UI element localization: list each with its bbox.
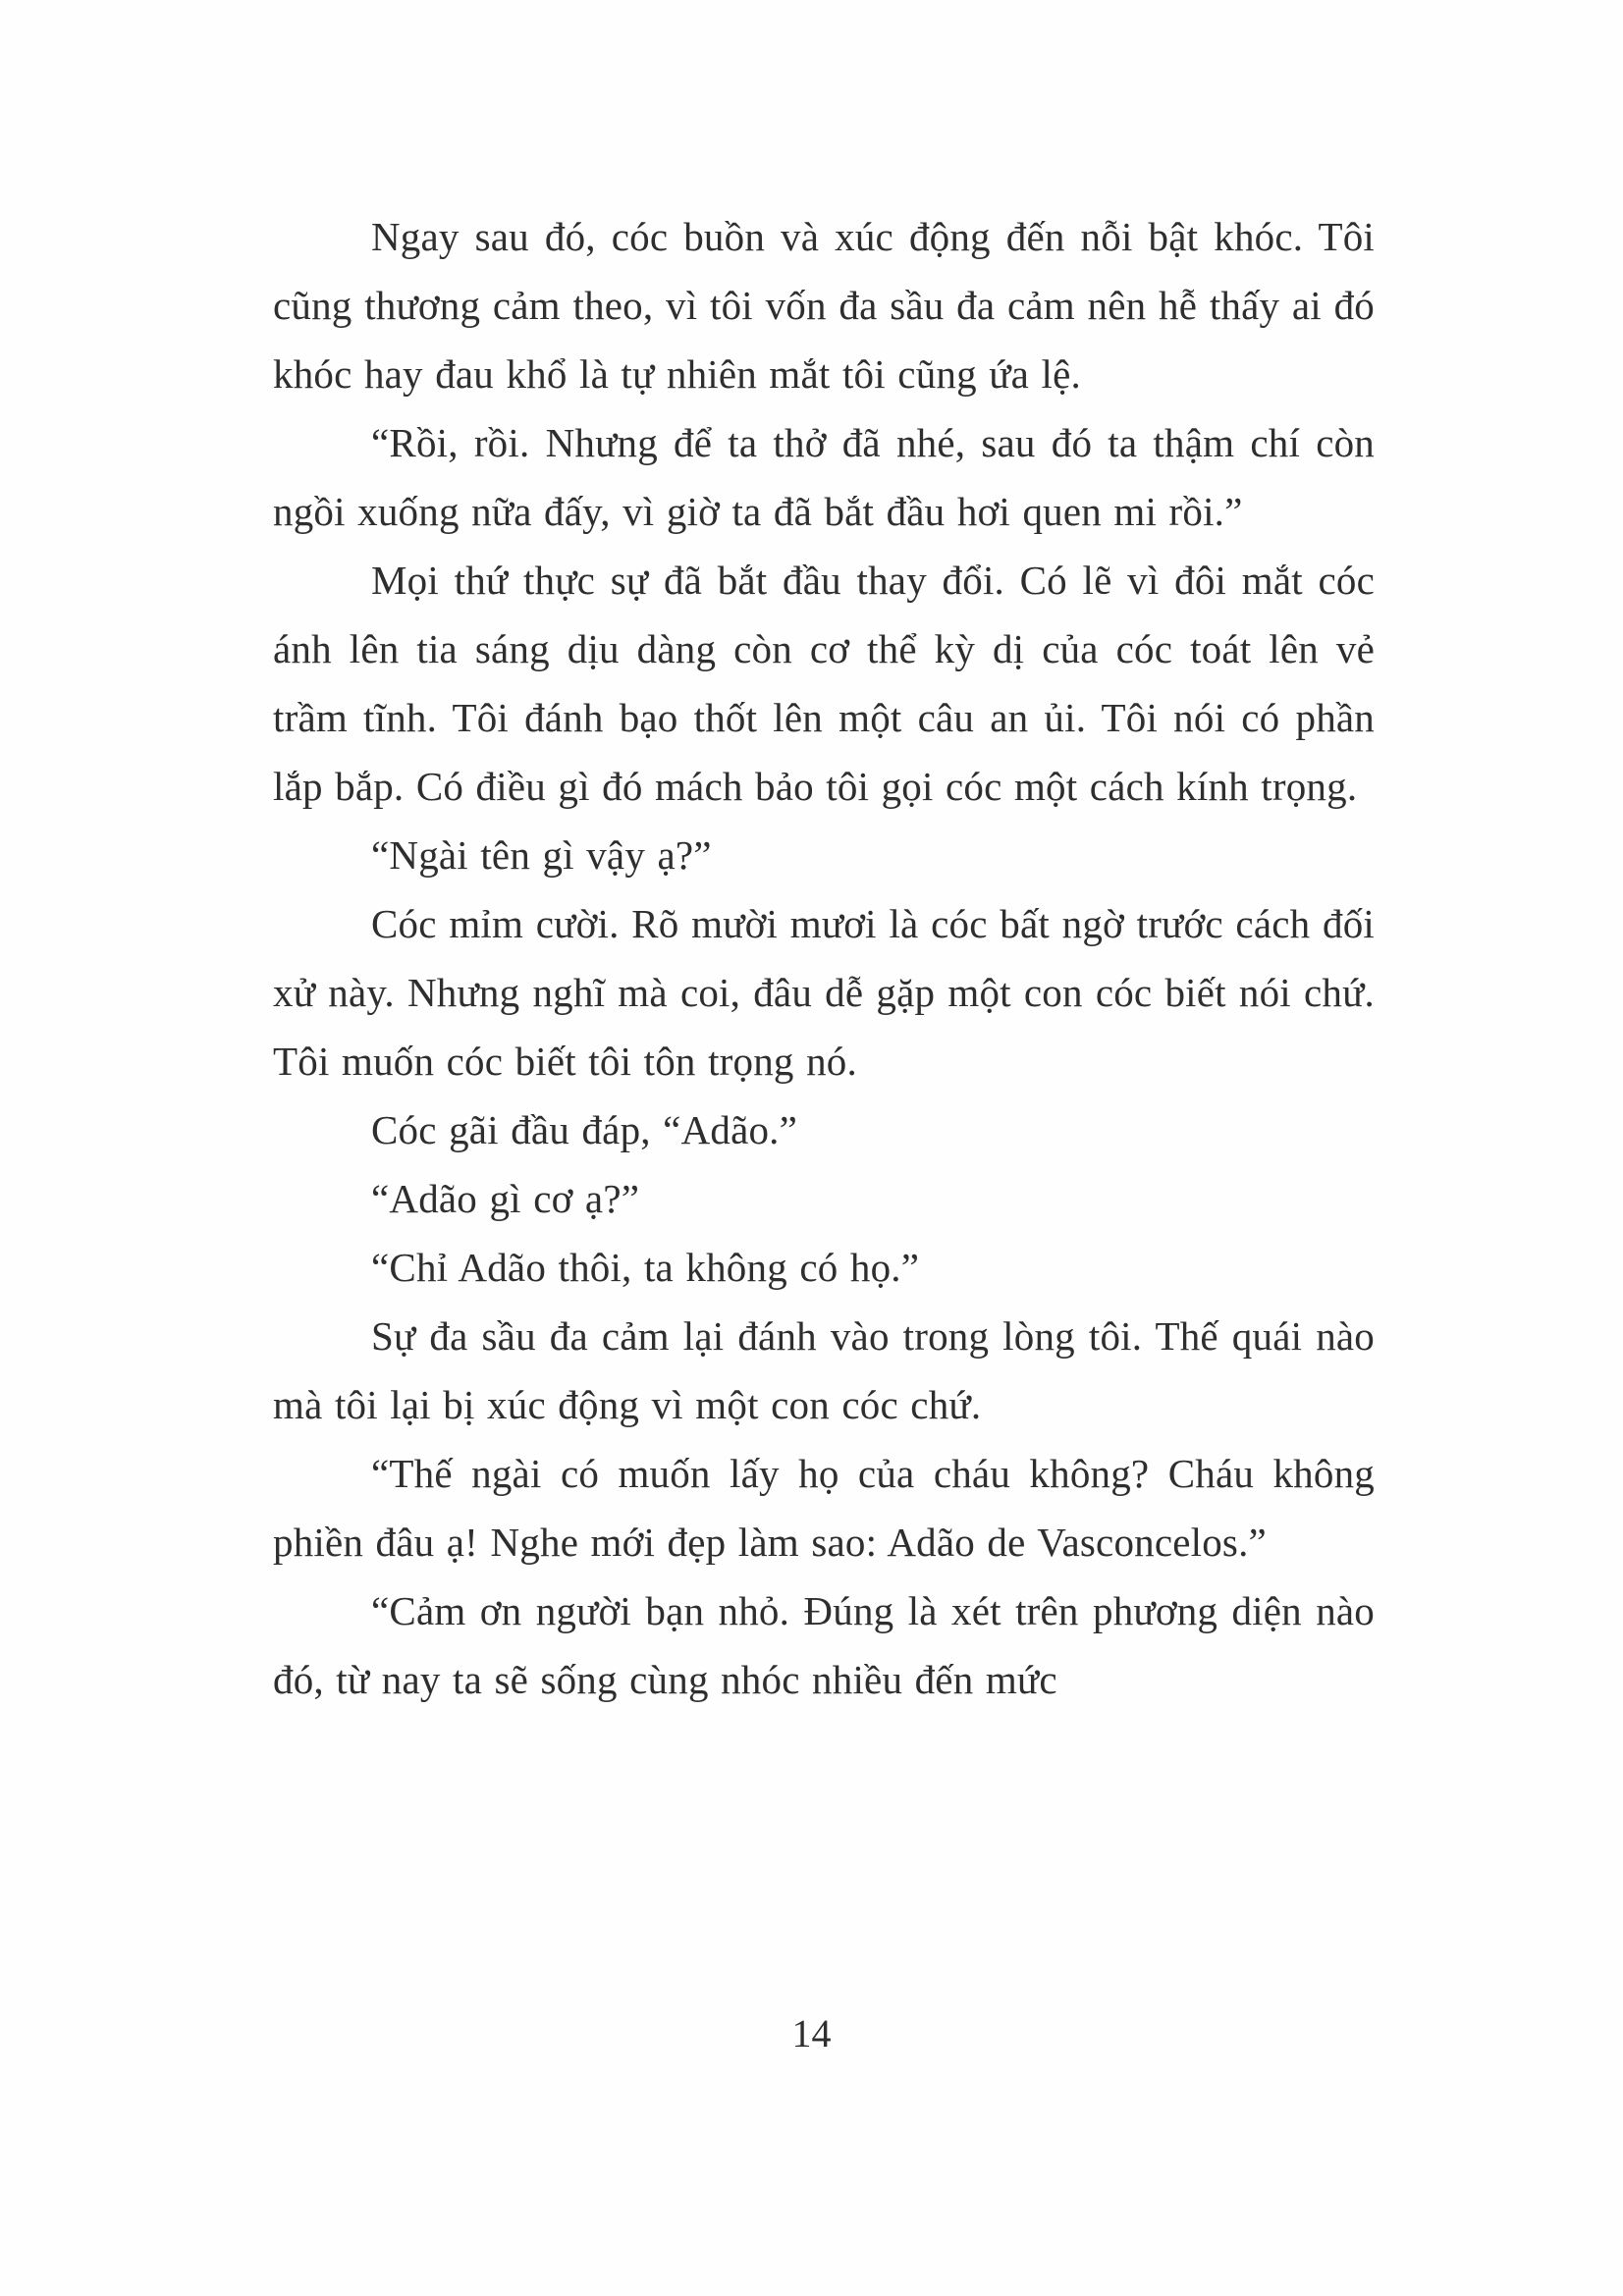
paragraph-dialogue: “Thế ngài có muốn lấy họ của cháu không? Cháu không phiền đâu ạ! Nghe mới đẹp làm sao: Adão de Vasconcelos.” [273, 1451, 1375, 1565]
paragraph: Cóc mỉm cười. Rõ mười mươi là cóc bất ngờ trước cách đối xử này. Nhưng nghĩ mà coi, đâu dễ gặp một con cóc biết nói chứ. Tôi muốn cóc biết tôi tôn trọng nó. [273, 901, 1375, 1084]
paragraph-dialogue: Cóc gãi đầu đáp, “Adão.” [371, 1107, 798, 1152]
paragraph-dialogue: “Rồi, rồi. Nhưng để ta thở đã nhé, sau đó ta thậm chí còn ngồi xuống nữa đấy, vì giờ ta đã bắt đầu hơi quen mi rồi.” [273, 420, 1375, 534]
paragraph: Sự đa sầu đa cảm lại đánh vào trong lòng tôi. Thế quái nào mà tôi lại bị xúc động vì một con cóc chứ. [273, 1313, 1375, 1427]
paragraph-dialogue: “Ngài tên gì vậy ạ?” [371, 832, 712, 878]
paragraph-dialogue: “Adão gì cơ ạ?” [371, 1176, 640, 1221]
paragraph: Mọi thứ thực sự đã bắt đầu thay đổi. Có lẽ vì đôi mắt cóc ánh lên tia sáng dịu dàng còn cơ thể kỳ dị của cóc toát lên vẻ trầm tĩnh. Tôi đánh bạo thốt lên một câu an ủi. Tôi nói có phần lắp bắp. Có điều gì đó mách bảo tôi gọi cóc một cách kính trọng. [273, 558, 1375, 809]
paragraph: Ngay sau đó, cóc buồn và xúc động đến nỗi bật khóc. Tôi cũng thương cảm theo, vì tôi vốn đa sầu đa cảm nên hễ thấy ai đó khóc hay đau khổ là tự nhiên mắt tôi cũng ứa lệ. [273, 214, 1375, 397]
page-number: 14 [791, 2011, 832, 2056]
page-text-block [273, 202, 1375, 1714]
paragraph-dialogue: “Chỉ Adão thôi, ta không có họ.” [371, 1245, 920, 1290]
paragraph-dialogue: “Cảm ơn người bạn nhỏ. Đúng là xét trên phương diện nào đó, từ nay ta sẽ sống cùng nhóc nhiều đến mức [273, 1588, 1375, 1702]
